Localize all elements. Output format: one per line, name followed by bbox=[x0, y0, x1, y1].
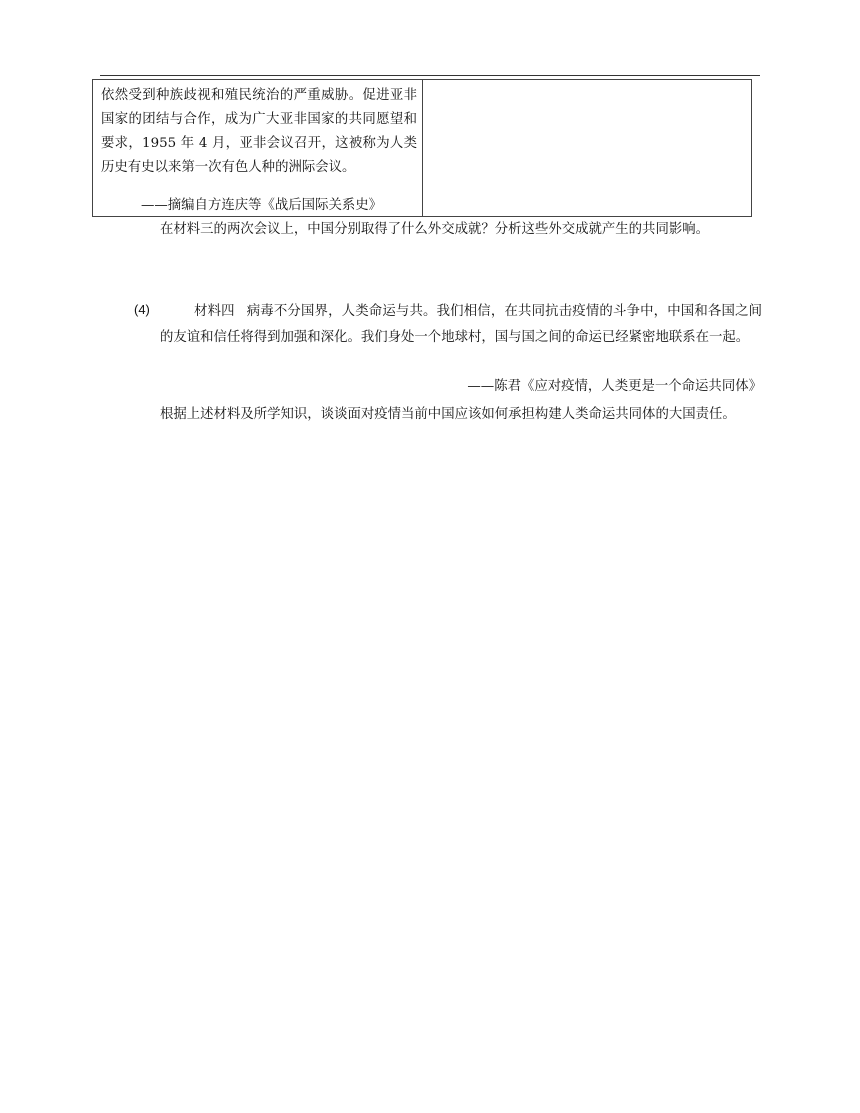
material-three-cell bbox=[93, 80, 423, 216]
material-three-source: ——摘编自方连庆等《战后国际关系史》 bbox=[141, 198, 383, 213]
question-four-number: (4) bbox=[134, 302, 150, 317]
material-table bbox=[92, 79, 752, 217]
material-four-paragraph bbox=[160, 299, 762, 351]
material-four-text: 病毒不分国界，人类命运与共。我们相信，在共同抗击疫情的斗争中，中国和各国之间的友谊和信任将得到加强和深化。我们身处一个地球村，国与国之间的命运已经紧密地联系在一起。 bbox=[160, 304, 763, 345]
question-three-prompt: 在材料三的两次会议上，中国分别取得了什么外交成就？分析这些外交成就产生的共同影响。 bbox=[160, 222, 710, 237]
header-rule bbox=[100, 75, 760, 76]
question-four-prompt: 根据上述材料及所学知识，谈谈面对疫情当前中国应该如何承担构建人类命运共同体的大国责任。 bbox=[160, 407, 736, 422]
material-four-label: 材料四 bbox=[194, 304, 235, 319]
material-three-text: 依然受到种族歧视和殖民统治的严重威胁。促进亚非国家的团结与合作，成为广大亚非国家的共同愿望和要求，1955 年 4 月，亚非会议召开，这被称为人类历史有史以来第一次有色人种的洲际会议。 bbox=[101, 88, 417, 175]
empty-table-cell bbox=[423, 80, 751, 216]
material-four-source: ——陈君《应对疫情，人类更是一个命运共同体》 bbox=[467, 379, 762, 394]
